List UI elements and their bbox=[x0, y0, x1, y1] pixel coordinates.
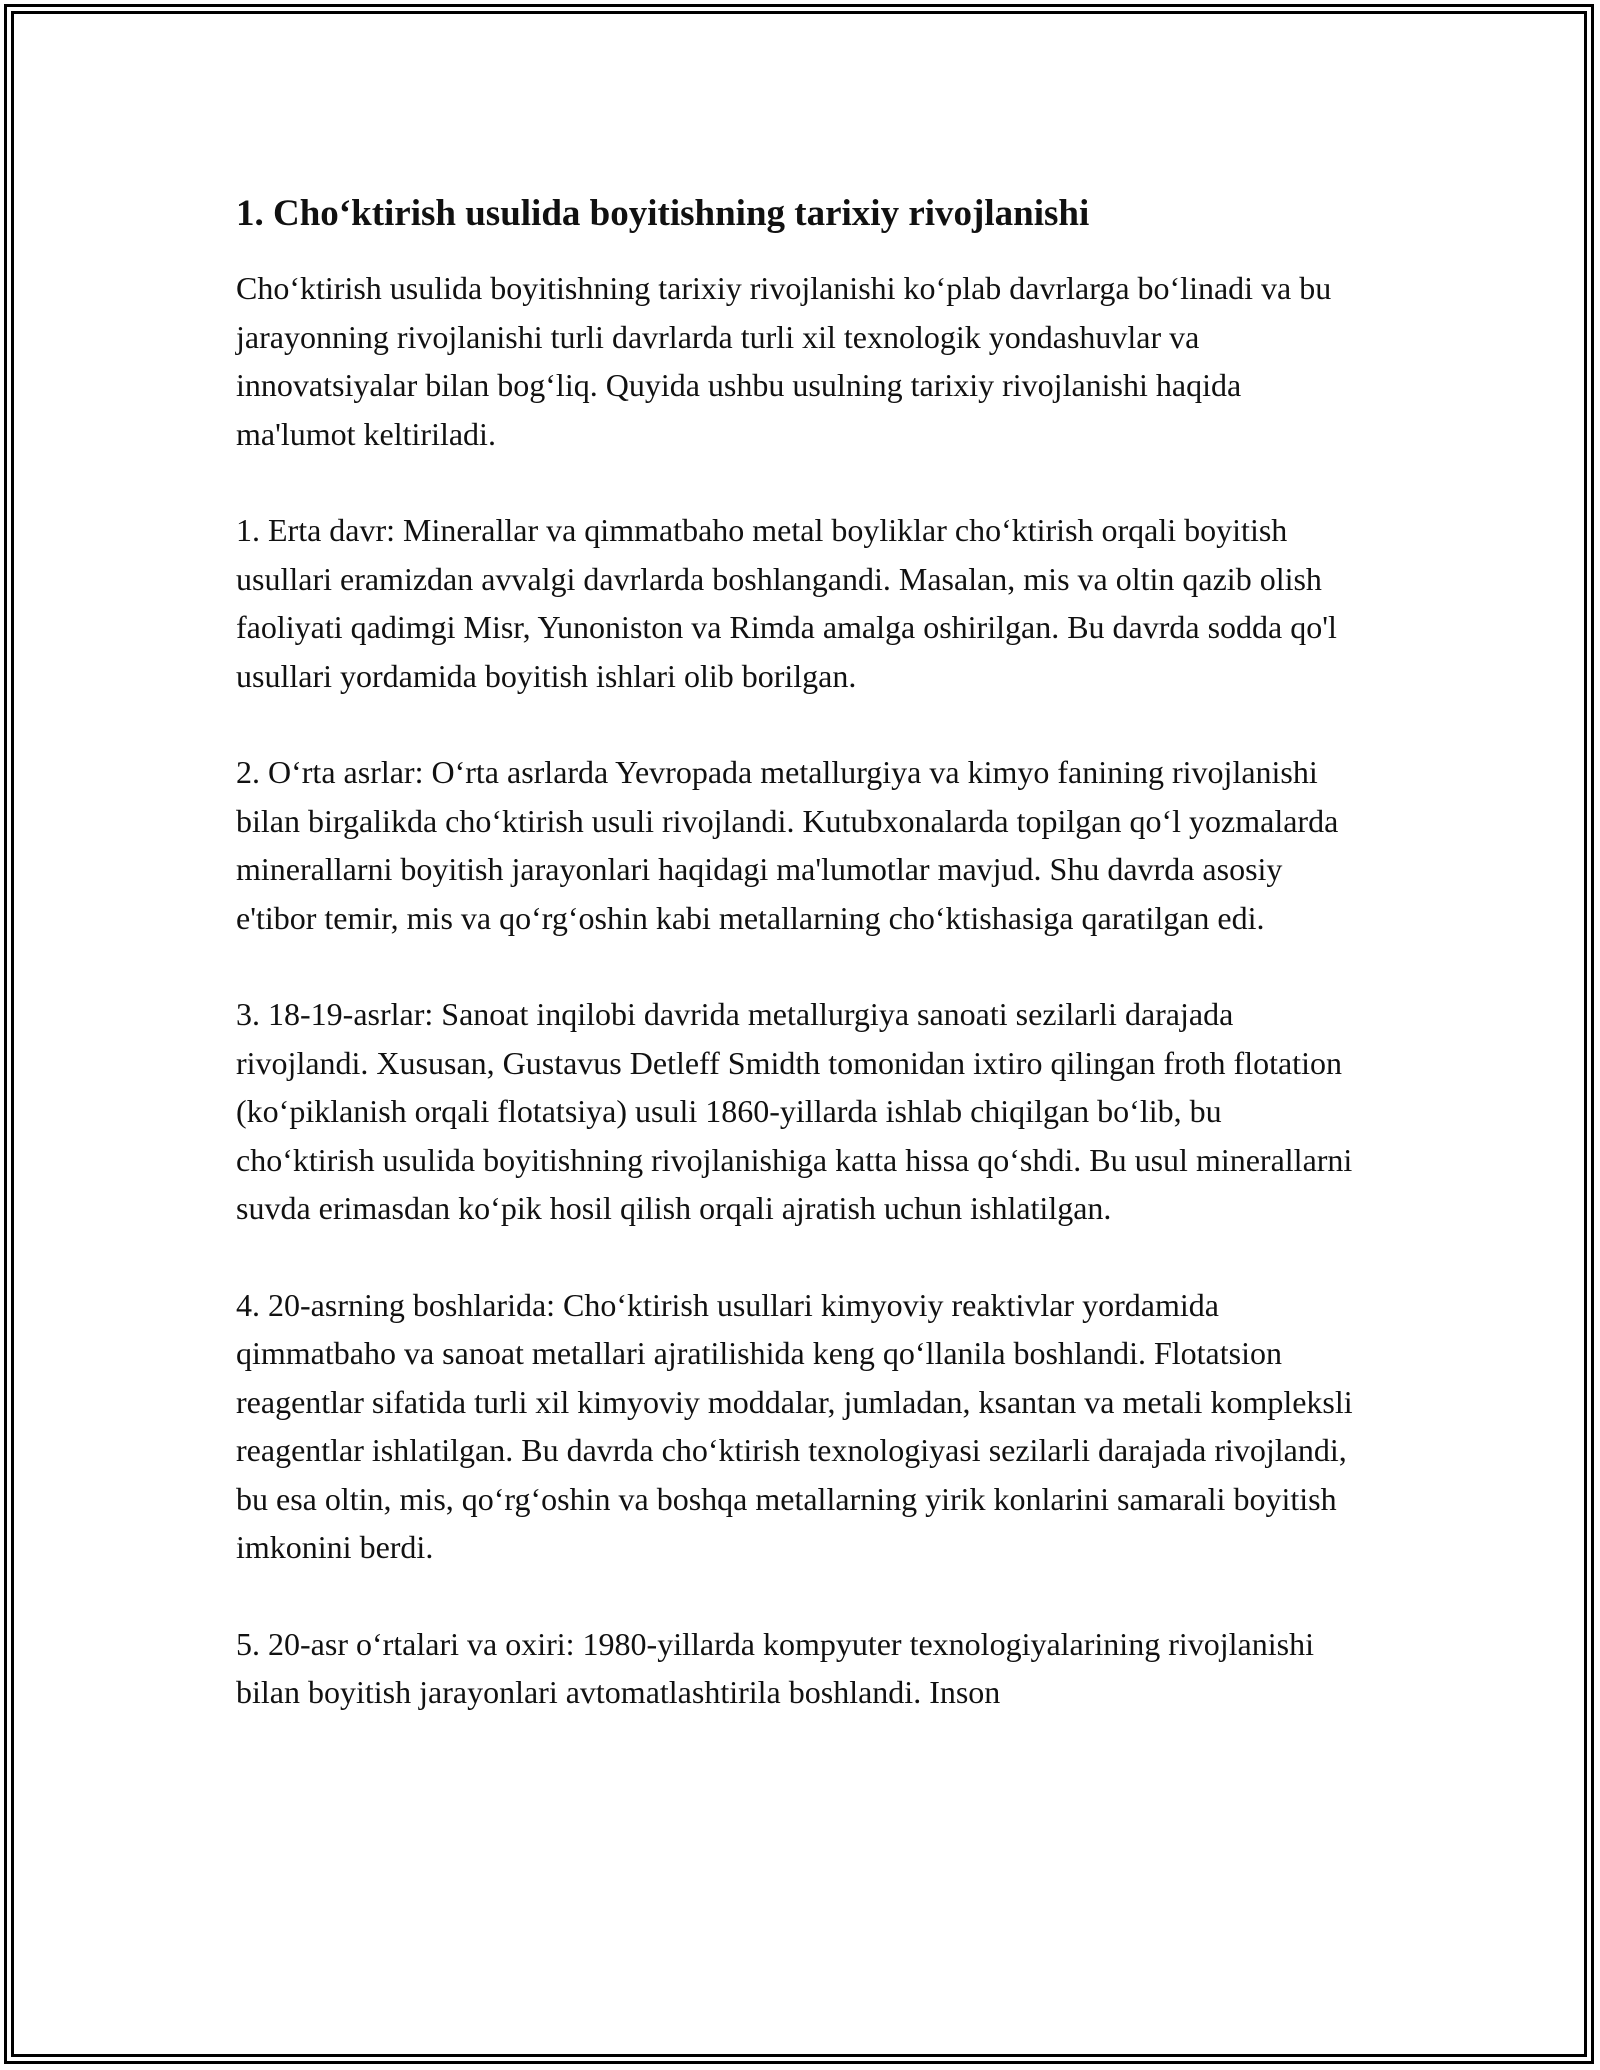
paragraph-middle-ages: 2. O‘rta asrlar: O‘rta asrlarda Yevropada metallurgiya va kimyo fanining rivojlanishi bilan birgalikda cho‘ktirish usuli rivojlandi. Kutubxonalarda topilgan qo‘l yozmalarda minerallarni boyitish jarayonlari haqidagi ma'lumotlar mavjud. Shu davrda asosiy e'tibor temir, mis va qo‘rg‘oshin kabi metallarning cho‘ktishasiga qaratilgan edi. bbox=[236, 754, 1339, 936]
document-body bbox=[236, 188, 1366, 1717]
intro-paragraph: Cho‘ktirish usulida boyitishning tarixiy rivojlanishi ko‘plab davrlarga bo‘linadi va bu jarayonning rivojlanishi turli davrlarda turli xil texnologik yondashuvlar va innovatsiyalar bilan bog‘liq. Quyida ushbu usulning tarixiy rivojlanishi haqida ma'lumot keltiriladi. bbox=[236, 270, 1332, 452]
section-heading: 1. Cho‘ktirish usulida boyitishning tarixiy rivojlanishi bbox=[236, 193, 1090, 234]
paragraph-mid-late-20th-century: 5. 20-asr o‘rtalari va oxiri: 1980-yillarda kompyuter texnologiyalarining rivojlanishi bilan boyitish jarayonlari avtomatlashtirila boshlandi. Inson bbox=[236, 1625, 1314, 1710]
paragraph-early-period: 1. Erta davr: Minerallar va qimmatbaho metal boyliklar cho‘ktirish orqali boyitish usullari eramizdan avvalgi davrlarda boshlangandi. Masalan, mis va oltin qazib olish faoliyati qadimgi Misr, Yunoniston va Rimda amalga oshirilgan. Bu davrda sodda qo'l usullari yordamida boyitish ishlari olib borilgan. bbox=[236, 512, 1337, 694]
paragraph-early-20th-century: 4. 20-asrning boshlarida: Cho‘ktirish usullari kimyoviy reaktivlar yordamida qimmatbaho va sanoat metallari ajratilishida keng qo‘llanila boshlandi. Flotatsion reagentlar sifatida turli xil kimyoviy moddalar, jumladan, ksantan va metali kompleksli reagentlar ishlatilgan. Bu davrda cho‘ktirish texnologiyasi sezilarli darajada rivojlandi, bu esa oltin, mis, qo‘rg‘oshin va boshqa metallarning yirik konlarini samarali boyitish imkonini berdi. bbox=[236, 1286, 1353, 1565]
paragraph-18-19-centuries: 3. 18-19-asrlar: Sanoat inqilobi davrida metallurgiya sanoati sezilarli darajada rivojlandi. Xususan, Gustavus Detleff Smidth tomonidan ixtiro qilingan froth flotation (ko‘piklanish orqali flotatsiya) usuli 1860-yillarda ishlab chiqilgan bo‘lib, bu cho‘ktirish usulida boyitishning rivojlanishiga katta hissa qo‘shdi. Bu usul minerallarni suvda erimasdan ko‘pik hosil qilish orqali ajratish uchun ishlatilgan. bbox=[236, 996, 1353, 1226]
